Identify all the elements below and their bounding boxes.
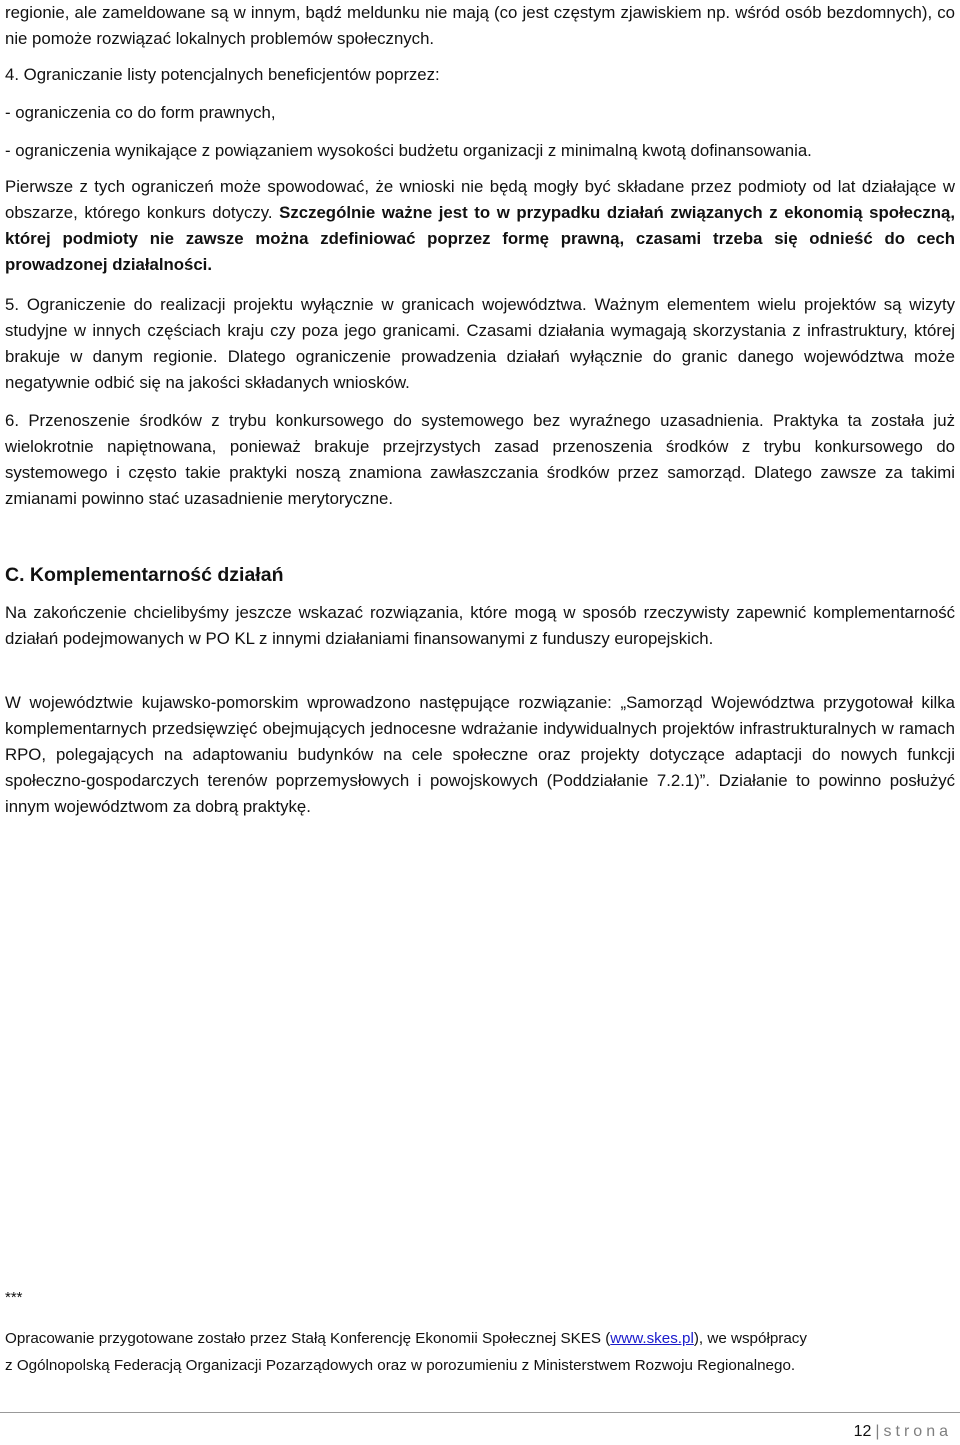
paragraph-restrictions-emphasis: Szczególnie ważne jest to w przypadku działań związanych z ekonomią społeczną, której podmioty nie zawsze można zdefiniować poprzez formę prawną, czasami trzeba się odnieść do cech prowadzonej działalności. xyxy=(5,203,955,274)
paragraph-restrictions xyxy=(5,174,955,278)
page-word: strona xyxy=(883,1423,952,1440)
skes-link[interactable]: www.skes.pl xyxy=(610,1330,694,1347)
sub-item-legal-forms: - ograniczenia co do form prawnych, xyxy=(5,103,276,122)
footnote-text-after: ), we współpracy xyxy=(693,1330,807,1347)
page-number xyxy=(854,1421,952,1443)
paragraph-continuation: regionie, ale zameldowane są w innym, bądź meldunku nie mają (co jest częstym zjawiskiem np. wśród osób bezdomnych), co nie pomoże rozwiązać lokalnych problemów społecznych. xyxy=(5,3,955,48)
list-item-5: 5. Ograniczenie do realizacji projektu wyłącznie w granicach województwa. Ważnym elementem wielu projektów są wizyty studyjne w innych częściach kraju czy poza jego granicami. Czasami działania wymagają skorzystania z infrastruktury, której brakuje w danym regionie. Dlatego ograniczenie prowadzenia działań wyłącznie do granic danego województwa może negatywnie odbić się na jakości składanych wniosków. xyxy=(5,295,955,392)
sub-item-budget: - ograniczenia wynikające z powiązaniem wysokości budżetu organizacji z minimalną kwotą dofinansowania. xyxy=(5,141,812,160)
footnote-text-before: Opracowanie przygotowane zostało przez Stałą Konferencję Ekonomii Społecznej SKES ( xyxy=(5,1330,611,1347)
footnote-line-2: z Ogólnopolską Federacją Organizacji Pozarządowych oraz w porozumieniu z Ministerstwem Rozwoju Regionalnego. xyxy=(5,1357,796,1374)
footer-divider xyxy=(0,1412,960,1413)
paragraph-kujawsko-pomorskie: W województwie kujawsko-pomorskim wprowadzono następujące rozwiązanie: „Samorząd Województwa przygotował kilka komplementarnych przedsięwzięć obejmujących jednocesne wdrażanie indywidualnych projektów infrastrukturalnych w ramach RPO, polegających na adaptowaniu budynków na cele społeczne oraz projekty dotyczące adaptacji do nowych funkcji społeczno-gospodarczych terenów poprzemysłowych i powojskowych (Poddziałanie 7.2.1)”. Działanie to powinno posłużyć innym województwom za dobrą praktykę. xyxy=(5,693,955,816)
paragraph-complementarity: Na zakończenie chcielibyśmy jeszcze wskazać rozwiązania, które mogą w sposób rzeczywisty zapewnić komplementarność działań podejmowanych w PO KL z innymi działaniami finansowanymi z funduszy europejskich. xyxy=(5,603,955,648)
paragraph-restrictions-text: Pierwsze z tych ograniczeń może spowodować, że wnioski nie będą mogły być składane przez podmioty od lat działające w obszarze, którego konkurs dotyczy. xyxy=(5,177,955,222)
footnote xyxy=(5,1325,807,1379)
list-item-6: 6. Przenoszenie środków z trybu konkursowego do systemowego bez wyraźnego uzasadnienia. Praktyka ta została już wielokrotnie napiętnowana, ponieważ brakuje przejrzystych zasad przenoszenia środków z trybu konkursowego do systemowego i często takie praktyki noszą znamiona zawłaszczania środków przez samorząd. Dlatego zawsze za takimi zmianami powinno stać uzasadnienie merytoryczne. xyxy=(5,411,955,508)
footnote-line-1 xyxy=(5,1325,807,1352)
page-number-value: 12 xyxy=(853,1423,872,1440)
section-heading-c: C. Komplementarność działań xyxy=(5,564,284,586)
separator-stars: *** xyxy=(5,1289,23,1306)
list-item-4: 4. Ograniczanie listy potencjalnych beneficjentów poprzez: xyxy=(5,65,440,84)
page-number-separator: | xyxy=(875,1423,880,1440)
